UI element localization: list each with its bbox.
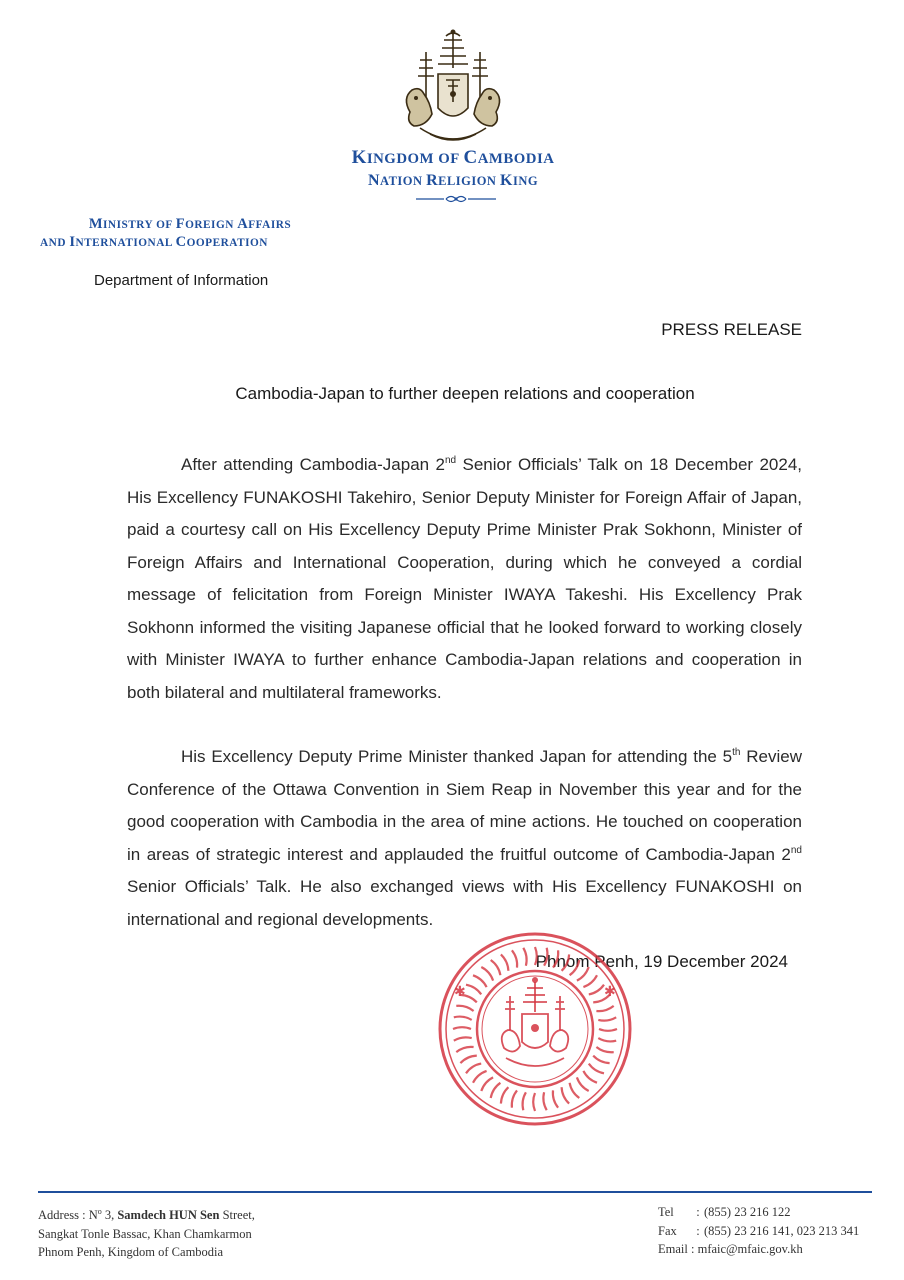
- seal-script-mark: [523, 948, 526, 966]
- footer-address: [38, 1206, 255, 1262]
- address-line-2: Sangkat Tonle Bassac, Khan Chamkarmon: [38, 1226, 252, 1241]
- seal-script-mark: [501, 1087, 509, 1103]
- seal-script-mark: [598, 1017, 616, 1020]
- ministry-name-line2: AND INTERNATIONAL COOPERATION: [40, 234, 268, 250]
- email-link[interactable]: mfaic@mfaic.gov.kh: [697, 1242, 803, 1256]
- footer-divider: [38, 1191, 872, 1193]
- seal-script-mark: [553, 950, 558, 967]
- address-line-3: Phnom Penh, Kingdom of Cambodia: [38, 1245, 224, 1259]
- seal-script-mark: [453, 1027, 471, 1029]
- seal-script-mark: [570, 960, 580, 975]
- ministry-seal-stamp-icon: [436, 930, 634, 1128]
- seal-script-mark: [523, 1092, 526, 1110]
- seal-script-mark: [543, 1092, 546, 1110]
- seal-script-mark: [491, 960, 501, 975]
- seal-script-mark: [473, 975, 487, 987]
- seal-script-mark: [460, 1056, 476, 1064]
- seal-script-mark: [533, 1093, 535, 1111]
- seal-script-mark: [544, 948, 547, 966]
- seal-script-mark: [535, 947, 537, 965]
- seal-script-mark: [593, 1056, 609, 1064]
- kingdom-title: KINGDOM OF CAMBODIA: [351, 147, 555, 168]
- seal-script-mark: [456, 1047, 473, 1052]
- seal-script-mark: [589, 1064, 604, 1074]
- ministry-name-line1: MINISTRY OF FOREIGN AFFAIRS: [88, 216, 292, 232]
- seal-script-mark: [583, 1071, 597, 1083]
- seal-script-mark: [596, 1006, 613, 1011]
- footer-contact: [658, 1203, 859, 1259]
- seal-script-mark: [598, 1038, 616, 1041]
- seal-script-mark: [583, 975, 597, 987]
- headline: Cambodia-Japan to further deepen relations and cooperation: [235, 384, 695, 403]
- seal-script-mark: [562, 1087, 570, 1103]
- fax-line: Fax : (855) 23 216 141, 023 213 341: [658, 1223, 860, 1238]
- seal-script-mark: [577, 967, 589, 981]
- seal-script-mark: [456, 1006, 473, 1011]
- seal-script-mark: [570, 1083, 580, 1098]
- seal-script-mark: [481, 967, 493, 981]
- seal-script-mark: [466, 985, 481, 995]
- seal-script-mark: [454, 1037, 472, 1040]
- seal-script-mark: [491, 1083, 501, 1098]
- svg-text:✱: ✱: [604, 984, 616, 1000]
- seal-script-mark: [454, 1017, 472, 1020]
- email-line: Email : mfaic@mfaic.gov.kh: [658, 1242, 803, 1256]
- tel-line: Tel : (855) 23 216 122: [658, 1205, 791, 1219]
- address-line-1: Address : $N^o$ 3, Samdech HUN Sen Street,: [38, 1207, 255, 1222]
- seal-script-mark: [596, 1047, 613, 1052]
- seal-script-mark: [599, 1029, 617, 1031]
- seal-script-mark: [473, 1071, 487, 1083]
- seal-script-mark: [562, 954, 570, 970]
- national-motto: NATION RELIGION KING: [367, 172, 539, 189]
- seal-script-mark: [553, 1090, 558, 1107]
- body-paragraph-1: After attending Cambodia-Japan 2nd Senior Officials’ Talk on 18 December 2024, His Excellency FUNAKOSHI Takehiro, Senior Deputy Minister for Foreign Affair of Japan, paid a courtesy call on His Excellency Deputy Prime Minister Prak Sokhonn, Minister of Foreign Affairs and International Cooperation, during which he conveyed a cordial message of felicitation from Foreign Minister IWAYA Takeshi. His Excellency Prak Sokhonn informed the visiting Japanese official that he looked forward to working closely with Minister IWAYA to further enhance Cambodia-Japan relations and cooperation in both bilateral and multilateral frameworks.: [127, 455, 802, 702]
- seal-script-mark: [577, 1077, 589, 1091]
- department-name: Department of Information: [94, 272, 269, 289]
- document-type-label: PRESS RELEASE: [661, 320, 802, 339]
- seal-script-mark: [481, 1077, 493, 1091]
- seal-script-mark: [501, 954, 509, 970]
- dateline: Phnom Penh, 19 December 2024: [535, 952, 788, 971]
- seal-script-mark: [466, 1064, 481, 1074]
- seal-script-mark: [512, 950, 517, 967]
- ornament-divider-icon: [414, 192, 498, 206]
- royal-coat-of-arms-icon: [396, 28, 510, 154]
- seal-script-mark: [512, 1090, 517, 1107]
- svg-text:✱: ✱: [454, 984, 466, 1000]
- seal-script-mark: [589, 985, 604, 995]
- body-paragraph-2: His Excellency Deputy Prime Minister thanked Japan for attending the 5th Review Conference of the Ottawa Convention in Siem Reap in November this year and for the good cooperation with Cambodia in the area of mine actions. He touched on cooperation in areas of strategic interest and applauded the fruitful outcome of Cambodia-Japan 2nd Senior Officials’ Talk. He also exchanged views with His Excellency FUNAKOSHI on international and regional developments.: [127, 747, 802, 929]
